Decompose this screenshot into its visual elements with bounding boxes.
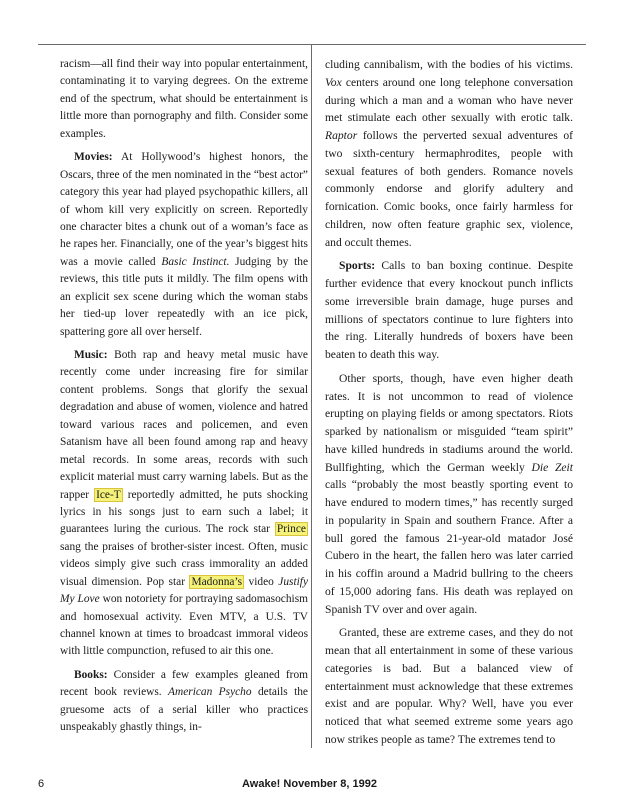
highlight-madonna[interactable]: Madonna’s (191, 575, 243, 588)
bullfighting-paragraph (325, 370, 573, 619)
vox-title: Vox (325, 75, 342, 89)
music-paragraph (60, 347, 308, 661)
movies-paragraph (60, 149, 308, 341)
highlight-prince[interactable]: Prince (276, 523, 306, 536)
music-text-3: sang the praises of brother-sister incest. Often, music videos simply give such crass immorality an added visual dimension. Pop star (60, 540, 308, 588)
movies-text-2: Judging by the reviews, this title puts it mildly. The film opens with an explicit sex scene during which the woman stabs her tied-up lover repeatedly with an ice pick, spattering gore all over herself. (60, 255, 308, 338)
music-text-1: Both rap and heavy metal music have recently come under increasing fire for similar content problems. Songs that glorify the sexual degradation and abuse of women, violence and hatred toward various races and policemen, and even Satanism have all been found among rap and heavy metal records. In some areas, records with such explicit material must carry warning labels. But as the rapper (60, 349, 308, 501)
books-paragraph (60, 667, 308, 737)
books-text-2: details the gruesome acts of a serial killer who practices unspeakably ghastly things, in- (60, 686, 308, 734)
top-rule (38, 44, 586, 45)
american-psycho-title: American Psycho (168, 686, 252, 699)
music-text-4: video (244, 575, 279, 588)
books-continued-paragraph (325, 56, 573, 251)
publication-line: Awake! November 8, 1992 (242, 778, 377, 790)
basic-instinct-title: Basic Instinct. (161, 255, 230, 268)
sports-heading: Sports: (339, 259, 376, 273)
highlight-ice-t[interactable]: Ice-T (96, 488, 121, 501)
books-cont-text-2: centers around one long telephone conversation during which a man and a woman who have never met stimulate each other sexually with erotic talk. (325, 75, 573, 125)
sports-paragraph (325, 257, 573, 364)
books-cont-text-1: cluding cannibalism, with the bodies of his victims. (325, 58, 573, 71)
justify-my-love-title: Justify My Love (60, 575, 308, 606)
column-divider (311, 44, 312, 748)
sports-text-1: Calls to ban boxing continue. Despite further evidence that every knockout punch inflicts some irreversible brain damage, huge purses and millions of spectators continue to lure fighters into the ring. Literally hundreds of boxers have been beaten to death this way. (325, 259, 573, 361)
bullfighting-text-1: Other sports, though, have even higher death rates. It is not uncommon to read of violence erupting on playing fields or among spectators. Riots sparked by nationalism or misguided “team spirit” have killed hundreds in stadiums around the world. Bullfighting, which the German weekly (325, 371, 573, 474)
books-text-1: Consider a few examples gleaned from recent book reviews. (60, 668, 308, 699)
books-heading: Books: (74, 668, 108, 681)
right-column (325, 56, 573, 755)
die-zeit-title: Die Zeit (531, 460, 573, 474)
music-text-5: won notoriety for portraying sadomasochism and homosexual activity. Even MTV, a U.S. TV channel known at times to broadcast immoral videos with little compunction, refused to air this one. (60, 593, 308, 658)
intro-paragraph: racism—all find their way into popular entertainment, contaminating it to varying degrees. On the extreme end of the spectrum, what should be entertainment is little more than pornography and filth. Consider some examples. (60, 58, 308, 140)
books-cont-text-3: follows the perverted sexual adventures of two sixth-century hermaphrodites, people with sexual features of both genders. Romance novels commonly endorse and glorify adultery and fornication. Comic books, once fairly harmless for children, now often feature graphic sex, violence, and occult themes. (325, 129, 573, 249)
movies-text-1: At Hollywood’s highest honors, the Oscars, three of the men nominated in the “best actor” category this year had played psychopathic killers, all of whom kill very explicitly on screen. Reportedly one character bites a chunk out of a woman’s face as he rapes her. Financially, one of the year’s biggest hits was a movie called (60, 151, 308, 268)
page-footer (0, 778, 619, 792)
music-heading: Music: (74, 349, 108, 361)
raptor-title: Raptor (325, 129, 358, 142)
page-number: 6 (38, 778, 45, 790)
bullfighting-text-2: calls “probably the most beastly sporting event to have endured to modern times,” has recently surged in popularity in Spain and southern France. After a bull gored the famous 21-year-old matador José Cubero in the heart, the fallen hero was later carried in his coffin around a Madrid bullring to the cheers of 15,000 adoring fans. His death was replayed on Spanish TV over and over again. (325, 478, 573, 616)
granted-paragraph: Granted, these are extreme cases, and they do not mean that all entertainment in some of these various categories is bad. But a balanced view of entertainment must acknowledge that these extremes exist and are popular. Why? Well, have you ever noticed that what seemed extreme some years ago now strikes people as tame? The extremes tend to (325, 626, 573, 746)
left-column (60, 56, 308, 743)
music-text-2: reportedly admitted, he puts shocking lyrics in his songs just to earn such a label; it guarantees luring the curious. The rock star (60, 488, 309, 536)
movies-heading: Movies: (74, 151, 113, 164)
